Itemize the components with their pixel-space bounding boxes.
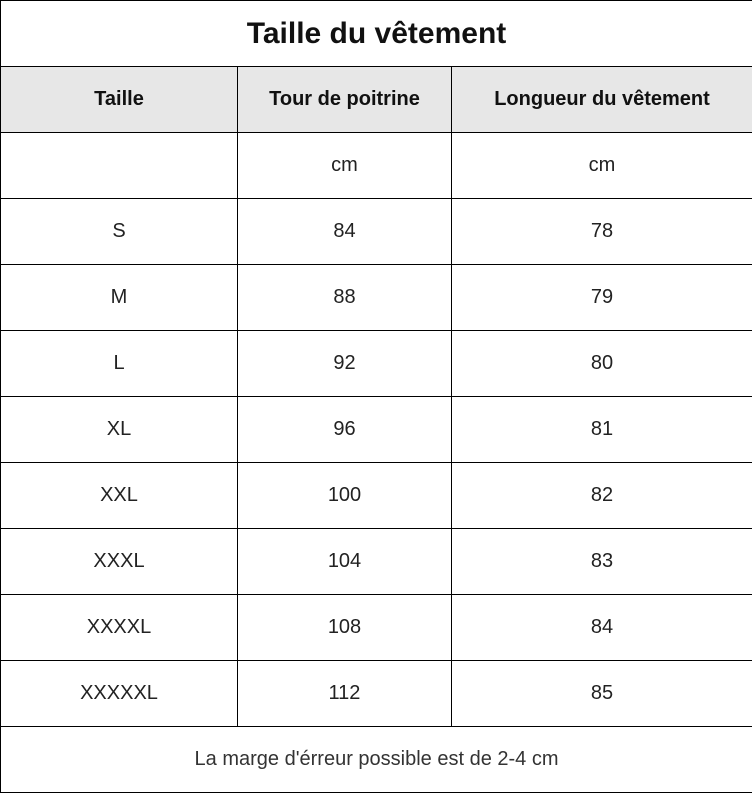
cell-chest: cm [238,133,452,199]
tolerance-note: La marge d'érreur possible est de 2-4 cm [1,727,752,793]
cell-chest: 84 [238,199,452,265]
table-row [1,265,752,331]
cell-length: 84 [452,595,752,661]
cell-chest: 112 [238,661,452,727]
cell-length: 80 [452,331,752,397]
cell-length: 79 [452,265,752,331]
cell-length: 82 [452,463,752,529]
cell-chest: 92 [238,331,452,397]
cell-size: M [1,265,238,331]
cell-chest: 100 [238,463,452,529]
cell-size: XXXXXL [1,661,238,727]
cell-size: L [1,331,238,397]
cell-chest: 88 [238,265,452,331]
table-row [1,133,752,199]
table-row [1,199,752,265]
table-row [1,529,752,595]
cell-length: 78 [452,199,752,265]
header-length: Longueur du vêtement [452,67,752,133]
cell-length: cm [452,133,752,199]
header-chest: Tour de poitrine [238,67,452,133]
table-title: Taille du vêtement [1,1,752,67]
cell-size [1,133,238,199]
table-row [1,463,752,529]
table-row [1,595,752,661]
header-row [1,67,752,133]
cell-chest: 104 [238,529,452,595]
cell-size: XXXXL [1,595,238,661]
cell-length: 85 [452,661,752,727]
cell-size: XXL [1,463,238,529]
note-row [1,727,752,793]
cell-chest: 108 [238,595,452,661]
cell-size: XL [1,397,238,463]
title-row [1,1,752,67]
cell-chest: 96 [238,397,452,463]
table-row [1,397,752,463]
table-row [1,331,752,397]
cell-size: S [1,199,238,265]
cell-length: 83 [452,529,752,595]
header-size: Taille [1,67,238,133]
cell-size: XXXL [1,529,238,595]
cell-length: 81 [452,397,752,463]
table-row [1,661,752,727]
